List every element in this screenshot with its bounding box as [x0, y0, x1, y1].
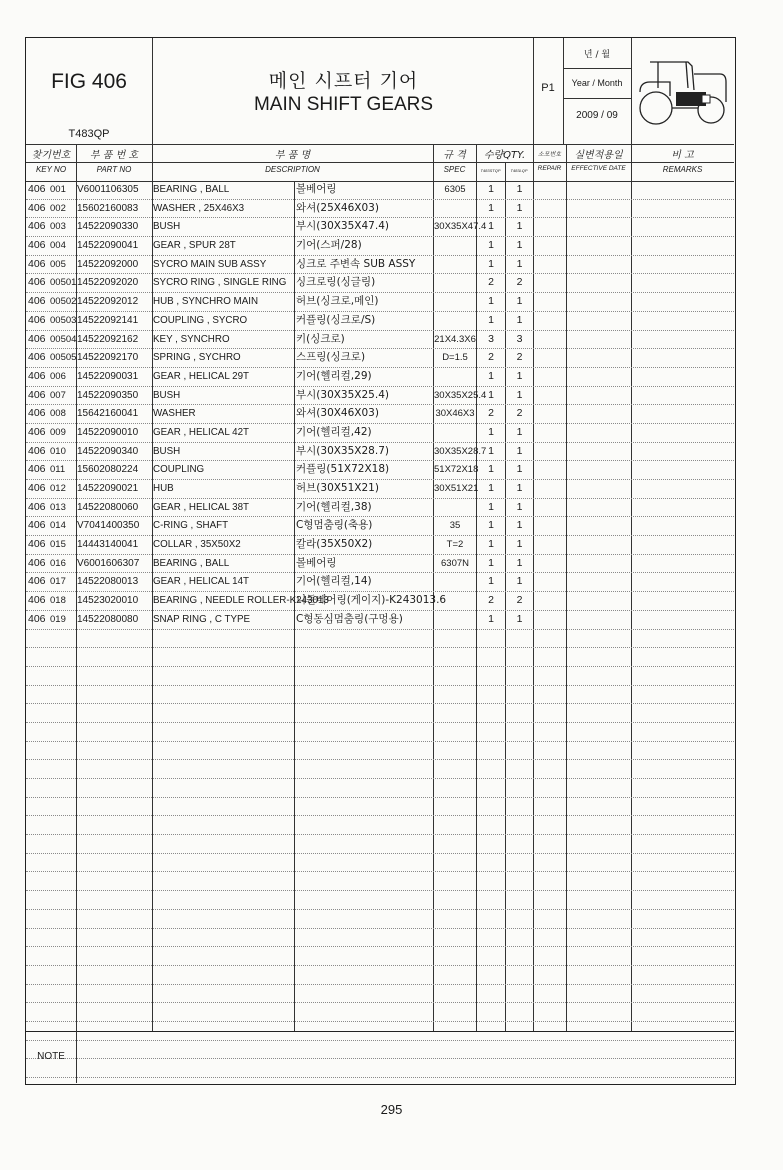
table-row	[26, 592, 734, 611]
qty-1: 1	[488, 313, 494, 326]
key-number: 406	[28, 500, 46, 513]
col-spec-kr: 규 격	[443, 150, 466, 161]
table-row	[26, 573, 734, 592]
empty-row	[26, 891, 734, 910]
spec: D=1.5	[442, 352, 468, 364]
empty-row	[26, 723, 734, 742]
part-number: 14522080060	[77, 501, 139, 513]
part-number: 15602160083	[77, 202, 139, 214]
year-month-value: 2009 / 09	[576, 110, 618, 121]
key-sub-number: 004	[50, 240, 66, 252]
key-sub-number: 00502	[50, 296, 77, 308]
empty-row	[26, 835, 734, 854]
description-en: BUSH	[153, 445, 181, 457]
table-row	[26, 387, 734, 406]
description-kr: 기어(헬리컬,29)	[296, 369, 372, 382]
table-row	[26, 461, 734, 480]
key-number: 406	[28, 444, 46, 457]
description-kr: 커플링(51X72X18)	[296, 463, 390, 476]
qty-1: 1	[488, 388, 494, 401]
key-sub-number: 014	[50, 520, 66, 532]
description-en: SNAP RING , C TYPE	[153, 613, 251, 625]
spec	[434, 611, 476, 629]
qty-1: 1	[488, 444, 494, 457]
empty-row	[26, 816, 734, 835]
description-en: BUSH	[153, 389, 181, 401]
qty-2: 2	[516, 594, 523, 607]
table-row	[26, 443, 734, 462]
key-number: 406	[28, 276, 46, 289]
qty-2: 2	[516, 351, 523, 364]
key-number: 406	[28, 594, 46, 607]
spec: 6307N	[441, 557, 469, 569]
parts-table-body	[26, 181, 734, 1078]
qty-2: 2	[516, 276, 523, 289]
qty-2: 1	[516, 482, 523, 494]
qty-1: 2	[488, 594, 494, 607]
table-row	[26, 181, 734, 200]
qty-2: 1	[516, 519, 523, 532]
description-kr: 기어(헬리컬,42)	[296, 425, 372, 438]
date-divider	[631, 38, 632, 144]
part-number: 14522092141	[77, 314, 139, 326]
part-number: 14523020010	[77, 595, 139, 607]
key-number: 406	[28, 201, 46, 214]
key-number: 406	[28, 388, 46, 401]
tractor-icon	[636, 52, 728, 128]
part-number: 15642160041	[77, 408, 139, 420]
key-sub-number: 017	[50, 576, 66, 588]
qty-2: 1	[516, 295, 523, 308]
key-sub-number: 009	[50, 426, 66, 438]
description-en: BEARING , BALL	[153, 557, 230, 569]
description-en: GEAR , HELICAL 29T	[153, 370, 250, 382]
key-sub-number: 015	[50, 539, 66, 551]
part-number: 14522092012	[77, 296, 139, 308]
table-row	[26, 349, 734, 368]
qty-2: 1	[516, 425, 523, 438]
spec	[434, 293, 476, 311]
key-sub-number: 00501	[50, 277, 77, 289]
empty-row	[26, 1003, 734, 1022]
spec: 30X35X25.4	[434, 389, 487, 401]
key-sub-number: 019	[50, 613, 66, 625]
qty-2: 2	[516, 407, 523, 420]
part-number: 14522090330	[77, 221, 139, 233]
key-sub-number: 010	[50, 445, 66, 457]
description-kr: 부시(30X35X25.4)	[296, 388, 389, 401]
empty-row	[26, 947, 734, 966]
table-row	[26, 256, 734, 275]
qty-1: 2	[488, 351, 494, 364]
title-english: MAIN SHIFT GEARS	[253, 94, 434, 115]
qty-1: 1	[488, 201, 494, 214]
col-part-en: PART NO	[96, 165, 132, 174]
col-qty-sub-2: T483LQP	[510, 168, 528, 173]
key-sub-number: 005	[50, 258, 66, 270]
part-number: V6001106305	[77, 184, 139, 195]
qty-2: 1	[516, 313, 523, 326]
qty-2: 1	[516, 444, 523, 457]
qty-1: 1	[488, 556, 494, 569]
key-number: 406	[28, 313, 46, 326]
key-number: 406	[28, 575, 46, 588]
part-number: 14443140041	[77, 539, 139, 551]
qty-1: 2	[488, 276, 494, 289]
qty-1: 1	[488, 239, 494, 252]
spec	[434, 312, 476, 330]
qty-2: 3	[516, 332, 523, 345]
part-number: 14522090010	[77, 426, 139, 438]
qty-1: 2	[488, 407, 494, 420]
empty-row	[26, 742, 734, 761]
part-number: V6001606307	[77, 557, 140, 569]
col-remarks-kr: 비 고	[671, 150, 694, 161]
qty-1: 1	[488, 519, 494, 532]
key-sub-number: 00504	[50, 333, 77, 345]
part-number: 15602080224	[77, 464, 139, 476]
description-en: GEAR , HELICAL 38T	[153, 501, 250, 513]
table-row	[26, 312, 734, 331]
part-number: 14522080013	[77, 576, 139, 588]
figure-number: FIG 406	[51, 70, 127, 93]
parts-sheet	[25, 37, 736, 1085]
table-row	[26, 237, 734, 256]
key-sub-number: 002	[50, 202, 66, 214]
col-effective-kr: 실변적용일	[574, 150, 623, 161]
description-en: GEAR , SPUR 28T	[153, 240, 236, 252]
part-number: 14522080080	[77, 613, 139, 625]
spec	[434, 592, 476, 610]
key-number: 406	[28, 556, 46, 569]
table-row	[26, 331, 734, 350]
description-en: COLLAR , 35X50X2	[153, 539, 241, 551]
key-number: 406	[28, 220, 46, 233]
table-row	[26, 200, 734, 219]
description-en: BEARING , BALL	[153, 184, 230, 195]
qty-2: 1	[516, 201, 523, 214]
column-header-divider	[26, 162, 734, 163]
qty-2: 1	[516, 463, 523, 476]
col-qty-sub-1: T483STQP	[480, 168, 501, 173]
spec: 35	[449, 520, 461, 532]
col-remarks-en: REMARKS	[662, 165, 703, 174]
description-en: SYCRO MAIN SUB ASSY	[153, 258, 267, 270]
spec: 51X72X18	[434, 464, 479, 476]
description-kr: 부시(30X35X47.4)	[296, 220, 389, 233]
qty-2: 1	[516, 220, 523, 233]
spec	[434, 256, 476, 274]
spec	[434, 424, 476, 442]
description-en: SPRING , SYCHRO	[153, 352, 241, 364]
qty-2: 1	[516, 239, 523, 252]
ym-line-1	[563, 68, 631, 69]
spec: 30X51X21	[434, 483, 479, 494]
qty-1: 1	[488, 500, 494, 513]
key-number: 406	[28, 257, 46, 270]
part-number: 14522092170	[77, 352, 139, 364]
empty-row	[26, 966, 734, 985]
empty-row	[26, 686, 734, 705]
part-number: V7041400350	[77, 520, 140, 532]
table-row	[26, 274, 734, 293]
table-row	[26, 536, 734, 555]
empty-row	[26, 910, 734, 929]
part-number: 14522090031	[77, 370, 139, 382]
qty-1: 1	[488, 538, 494, 551]
description-kr: 싱크로링(싱글링)	[296, 276, 376, 289]
key-number: 406	[28, 463, 46, 476]
description-kr: 와셔(30X46X03)	[296, 407, 379, 420]
description-kr: 허브(30X51X21)	[296, 482, 379, 494]
spec	[434, 237, 476, 255]
key-sub-number: 00505	[50, 352, 77, 364]
empty-row	[26, 630, 734, 649]
spec: 30X35X47.4	[434, 221, 487, 233]
key-number: 406	[28, 295, 46, 308]
ym-line-2	[563, 98, 631, 99]
note-label: NOTE	[37, 1051, 65, 1062]
key-sub-number: 012	[50, 483, 66, 494]
spec	[434, 274, 476, 292]
qty-1: 1	[488, 369, 494, 382]
description-kr: 기어(스퍼/28)	[296, 239, 362, 252]
part-number: 14522090041	[77, 240, 139, 252]
empty-row	[26, 854, 734, 873]
description-kr: 싱크로 주변속 SUB ASSY	[296, 257, 416, 270]
qty-2: 1	[516, 612, 523, 625]
col-desc-kr: 부 품 명	[274, 150, 311, 161]
part-number: 14522090340	[77, 445, 139, 457]
qty-1: 1	[488, 425, 494, 438]
empty-row	[26, 667, 734, 686]
key-number: 406	[28, 538, 46, 551]
year-month-label-kr: 년 / 월	[583, 50, 611, 60]
spec	[434, 499, 476, 517]
table-row	[26, 499, 734, 518]
qty-2: 1	[516, 388, 523, 401]
spec: 30X46X3	[435, 408, 475, 420]
qty-2: 1	[516, 556, 523, 569]
description-en: WASHER , 25X46X3	[153, 202, 245, 214]
col-key-en: KEY NO	[35, 165, 67, 174]
key-sub-number: 013	[50, 501, 66, 513]
key-number: 406	[28, 369, 46, 382]
key-sub-number: 001	[50, 184, 66, 195]
note-divider	[26, 1031, 734, 1032]
qty-1: 1	[488, 482, 494, 494]
page-number: 295	[380, 1102, 403, 1117]
part-number: 14522092000	[77, 258, 139, 270]
qty-1: 1	[488, 295, 494, 308]
key-sub-number: 008	[50, 408, 66, 420]
part-number: 14522090350	[77, 389, 139, 401]
key-number: 406	[28, 425, 46, 438]
title-korean: 메인 시프터 기어	[268, 70, 419, 92]
note-label-divider	[76, 1031, 77, 1083]
qty-2: 1	[516, 575, 523, 588]
qty-1: 1	[488, 257, 494, 270]
table-row	[26, 480, 734, 499]
spec: 21X4.3X6	[434, 333, 476, 345]
key-sub-number: 006	[50, 370, 66, 382]
key-sub-number: 003	[50, 221, 66, 233]
spec: 6305	[444, 184, 466, 195]
part-number: 14522090021	[77, 483, 139, 494]
key-number: 406	[28, 351, 46, 364]
col-repair-kr: 소모번호	[537, 151, 562, 158]
description-kr: 기어(헬리컬,38)	[296, 500, 372, 513]
table-row	[26, 293, 734, 312]
qty-1: 1	[488, 612, 494, 625]
description-en: C-RING , SHAFT	[153, 520, 229, 532]
part-number: 14522092162	[77, 333, 139, 345]
description-en: GEAR , HELICAL 14T	[153, 576, 250, 588]
qty-2: 1	[516, 183, 523, 195]
table-row	[26, 218, 734, 237]
qty-1: 1	[488, 220, 494, 233]
description-kr: 스프링(싱크로)	[296, 351, 366, 364]
description-kr: 허브(싱크로,메인)	[296, 295, 379, 308]
empty-row	[26, 929, 734, 948]
col-qty-kr: 수량QTY.	[483, 150, 526, 161]
table-row	[26, 611, 734, 630]
description-en: BEARING , NEEDLE ROLLER-K243013	[153, 595, 329, 607]
description-en: SYCRO RING , SINGLE RING	[153, 277, 287, 289]
description-kr: C형동심멈춤링(구멍용)	[296, 612, 403, 625]
key-sub-number: 00503	[50, 314, 77, 326]
description-kr: 볼베어링	[296, 556, 337, 569]
qty-2: 1	[516, 538, 523, 551]
description-kr: 키(싱크로)	[296, 332, 345, 345]
description-kr: 니들베어링(게이지)-K243013.6	[296, 594, 447, 607]
empty-row	[26, 798, 734, 817]
description-kr: C형멈춤링(축용)	[296, 519, 373, 532]
table-row	[26, 405, 734, 424]
qty-2: 1	[516, 257, 523, 270]
description-en: WASHER	[153, 408, 196, 420]
qty-1: 1	[488, 183, 494, 195]
col-part-kr: 부 품 번 호	[89, 150, 139, 161]
col-spec-en: SPEC	[443, 165, 466, 174]
key-number: 406	[28, 239, 46, 252]
description-en: HUB , SYNCHRO MAIN	[153, 296, 259, 308]
model-code: T483QP	[68, 128, 110, 140]
description-en: KEY , SYNCHRO	[153, 333, 230, 345]
qty-1: 1	[488, 575, 494, 588]
key-number: 406	[28, 612, 46, 625]
key-number: 406	[28, 332, 46, 345]
key-sub-number: 016	[50, 557, 66, 569]
empty-row	[26, 704, 734, 723]
qty-2: 1	[516, 500, 523, 513]
key-number: 406	[28, 519, 46, 532]
description-en: HUB	[153, 483, 174, 494]
empty-row	[26, 648, 734, 667]
col-repair-en: REPAIR	[537, 165, 562, 172]
key-number: 406	[28, 183, 46, 195]
description-en: COUPLING	[153, 464, 205, 476]
empty-row	[26, 779, 734, 798]
description-kr: 부시(30X35X28.7)	[296, 444, 389, 457]
col-effective-en: EFFECTIVE DATE	[571, 165, 626, 172]
spec	[434, 200, 476, 218]
spec	[434, 573, 476, 591]
col-desc-en: DESCRIPTION	[265, 165, 320, 174]
qty-1: 1	[488, 463, 494, 476]
empty-row	[26, 872, 734, 891]
year-month-label-en: Year / Month	[571, 78, 623, 88]
empty-row	[26, 760, 734, 779]
key-sub-number: 007	[50, 389, 66, 401]
col-key-kr: 찾기번호	[31, 150, 71, 161]
table-row	[26, 424, 734, 443]
description-kr: 기어(헬리컬,14)	[296, 575, 372, 588]
qty-1: 3	[488, 332, 494, 345]
key-sub-number: 018	[50, 595, 66, 607]
empty-row	[26, 985, 734, 1004]
qty-2: 1	[516, 369, 523, 382]
table-row	[26, 517, 734, 536]
description-en: BUSH	[153, 221, 181, 233]
description-kr: 커플링(싱크로/S)	[296, 313, 376, 326]
empty-row	[26, 1059, 734, 1078]
header-divider	[26, 144, 734, 145]
table-row	[26, 368, 734, 387]
description-kr: 볼베어링	[296, 183, 337, 195]
description-en: COUPLING , SYCRO	[153, 314, 248, 326]
table-row	[26, 555, 734, 574]
key-number: 406	[28, 407, 46, 420]
description-en: GEAR , HELICAL 42T	[153, 426, 250, 438]
key-number: 406	[28, 482, 46, 494]
description-kr: 칼라(35X50X2)	[296, 538, 373, 551]
key-sub-number: 011	[50, 464, 66, 476]
part-number: 14522092020	[77, 277, 139, 289]
spec	[434, 368, 476, 386]
page-tag: P1	[541, 82, 555, 94]
empty-row	[26, 1041, 734, 1060]
spec: T=2	[446, 539, 464, 551]
spec: 30X35X28.7	[434, 445, 487, 457]
description-kr: 와셔(25X46X03)	[296, 201, 379, 214]
